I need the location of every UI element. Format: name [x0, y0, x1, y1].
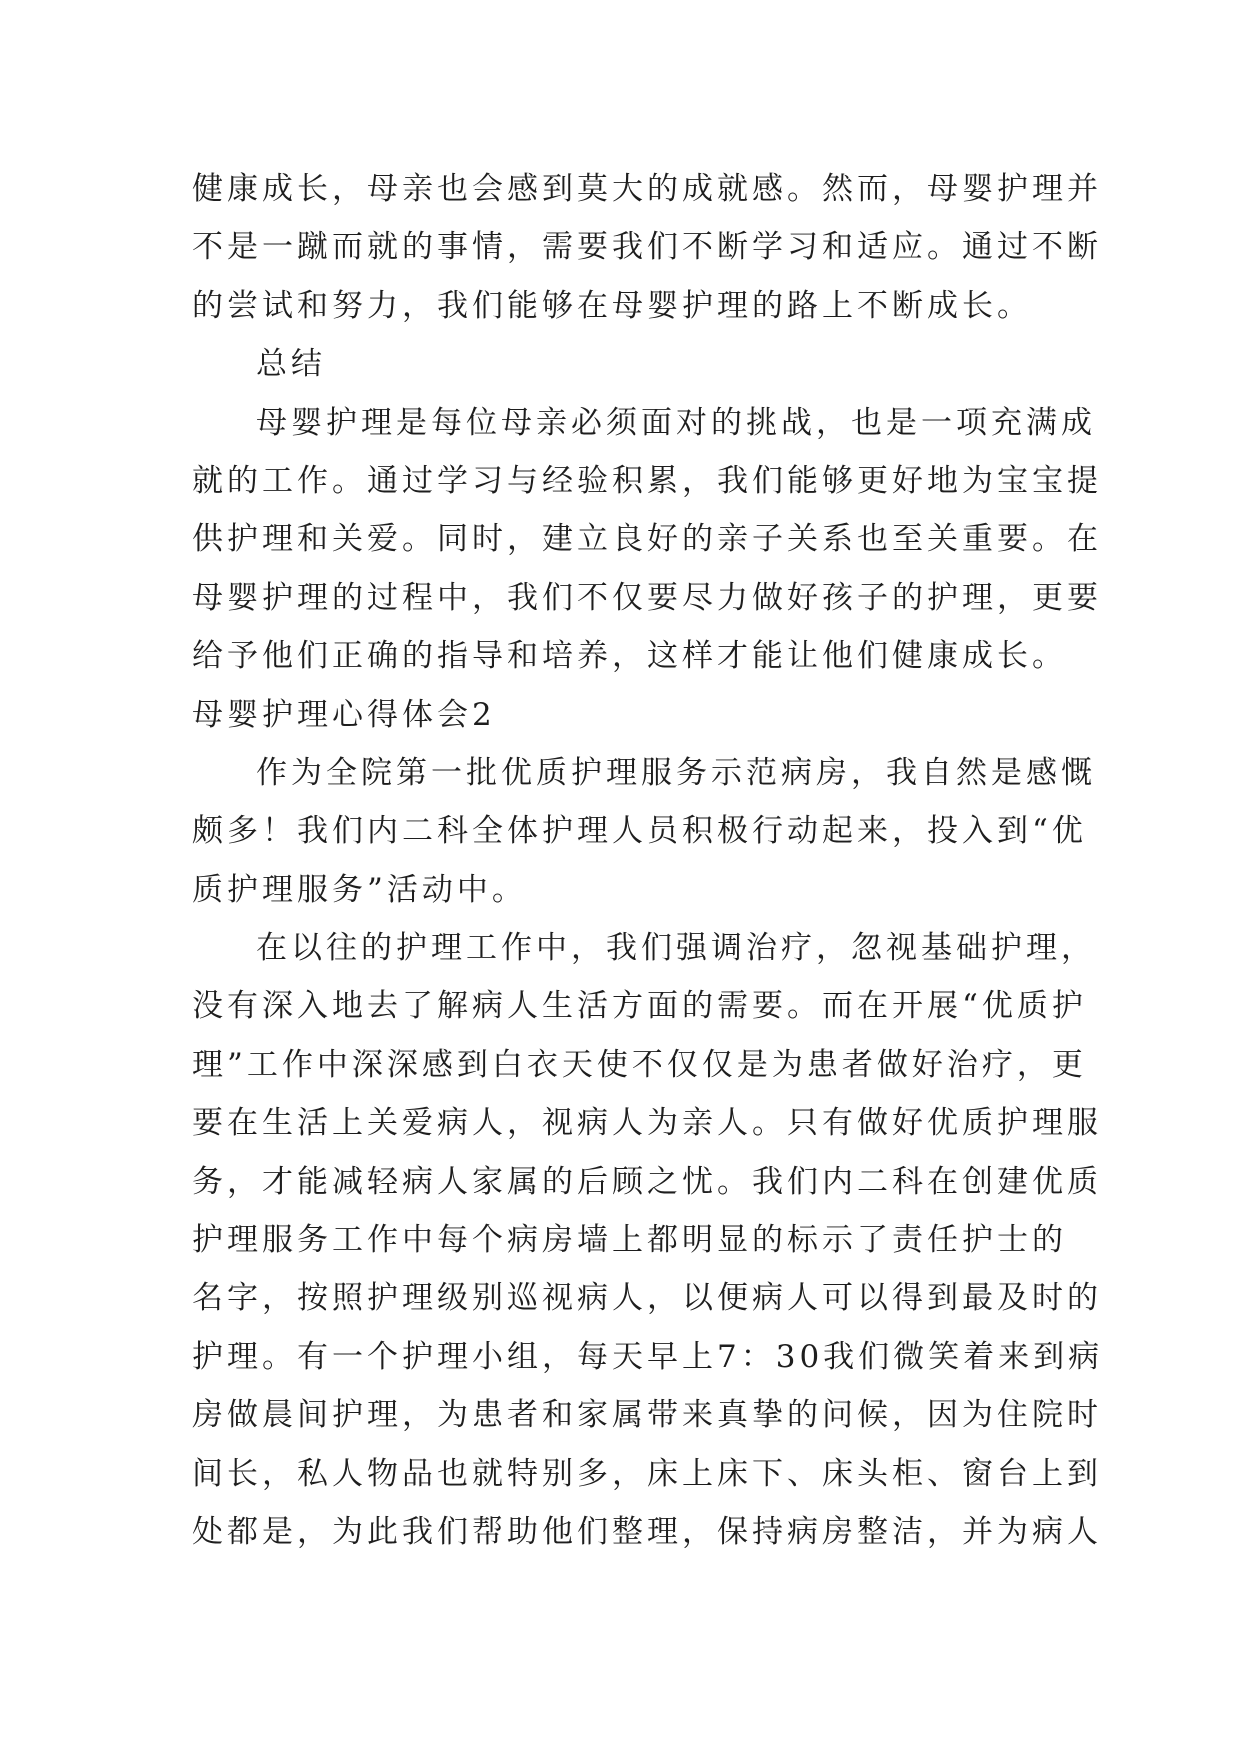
text-line: 给予他们正确的指导和培养，这样才能让他们健康成长。	[192, 638, 1067, 675]
text-line: 间长，私人物品也就特别多，床上床下、床头柜、窗台上到	[192, 1455, 1102, 1492]
text-line: 质护理服务”活动中。	[192, 871, 527, 908]
text-line: 颇多！我们内二科全体护理人员积极行动起来，投入到“优	[192, 813, 1087, 850]
summary-heading: 总结	[256, 346, 326, 383]
text-line: 供护理和关爱。同时，建立良好的亲子关系也至关重要。在	[192, 521, 1102, 558]
text-line: 房做晨间护理，为患者和家属带来真挚的问候，因为住院时	[192, 1397, 1102, 1434]
text-line: 名字，按照护理级别巡视病人，以便病人可以得到最及时的	[192, 1280, 1102, 1317]
section-heading: 母婴护理心得体会2	[192, 696, 496, 733]
text-line: 健康成长，母亲也会感到莫大的成就感。然而，母婴护理并	[192, 171, 1102, 207]
text-line: 没有深入地去了解病人生活方面的需要。而在开展“优质护	[192, 988, 1087, 1025]
text-line: 的尝试和努力，我们能够在母婴护理的路上不断成长。	[192, 287, 1032, 324]
text-line: 就的工作。通过学习与经验积累，我们能够更好地为宝宝提	[192, 462, 1102, 499]
text-line: 在以往的护理工作中，我们强调治疗，忽视基础护理，	[256, 930, 1096, 967]
text-line: 务，才能减轻病人家属的后顾之忧。我们内二科在创建优质	[192, 1163, 1102, 1200]
text-line: 要在生活上关爱病人，视病人为亲人。只有做好优质护理服	[192, 1105, 1102, 1142]
body-text	[192, 160, 1104, 1561]
text-line: 护理服务工作中每个病房墙上都明显的标示了责任护士的	[192, 1222, 1067, 1259]
text-line: 护理。有一个护理小组，每天早上7：30我们微笑着来到病	[192, 1338, 1104, 1375]
text-line: 处都是，为此我们帮助他们整理，保持病房整洁，并为病人	[192, 1513, 1102, 1550]
text-line: 母婴护理是每位母亲必须面对的挑战，也是一项充满成	[256, 404, 1096, 441]
text-line: 作为全院第一批优质护理服务示范病房，我自然是感慨	[256, 754, 1096, 791]
text-line: 不是一蹴而就的事情，需要我们不断学习和适应。通过不断	[192, 229, 1102, 266]
text-line: 理”工作中深深感到白衣天使不仅仅是为患者做好治疗，更	[192, 1046, 1087, 1083]
text-line: 母婴护理的过程中，我们不仅要尽力做好孩子的护理，更要	[192, 579, 1102, 616]
